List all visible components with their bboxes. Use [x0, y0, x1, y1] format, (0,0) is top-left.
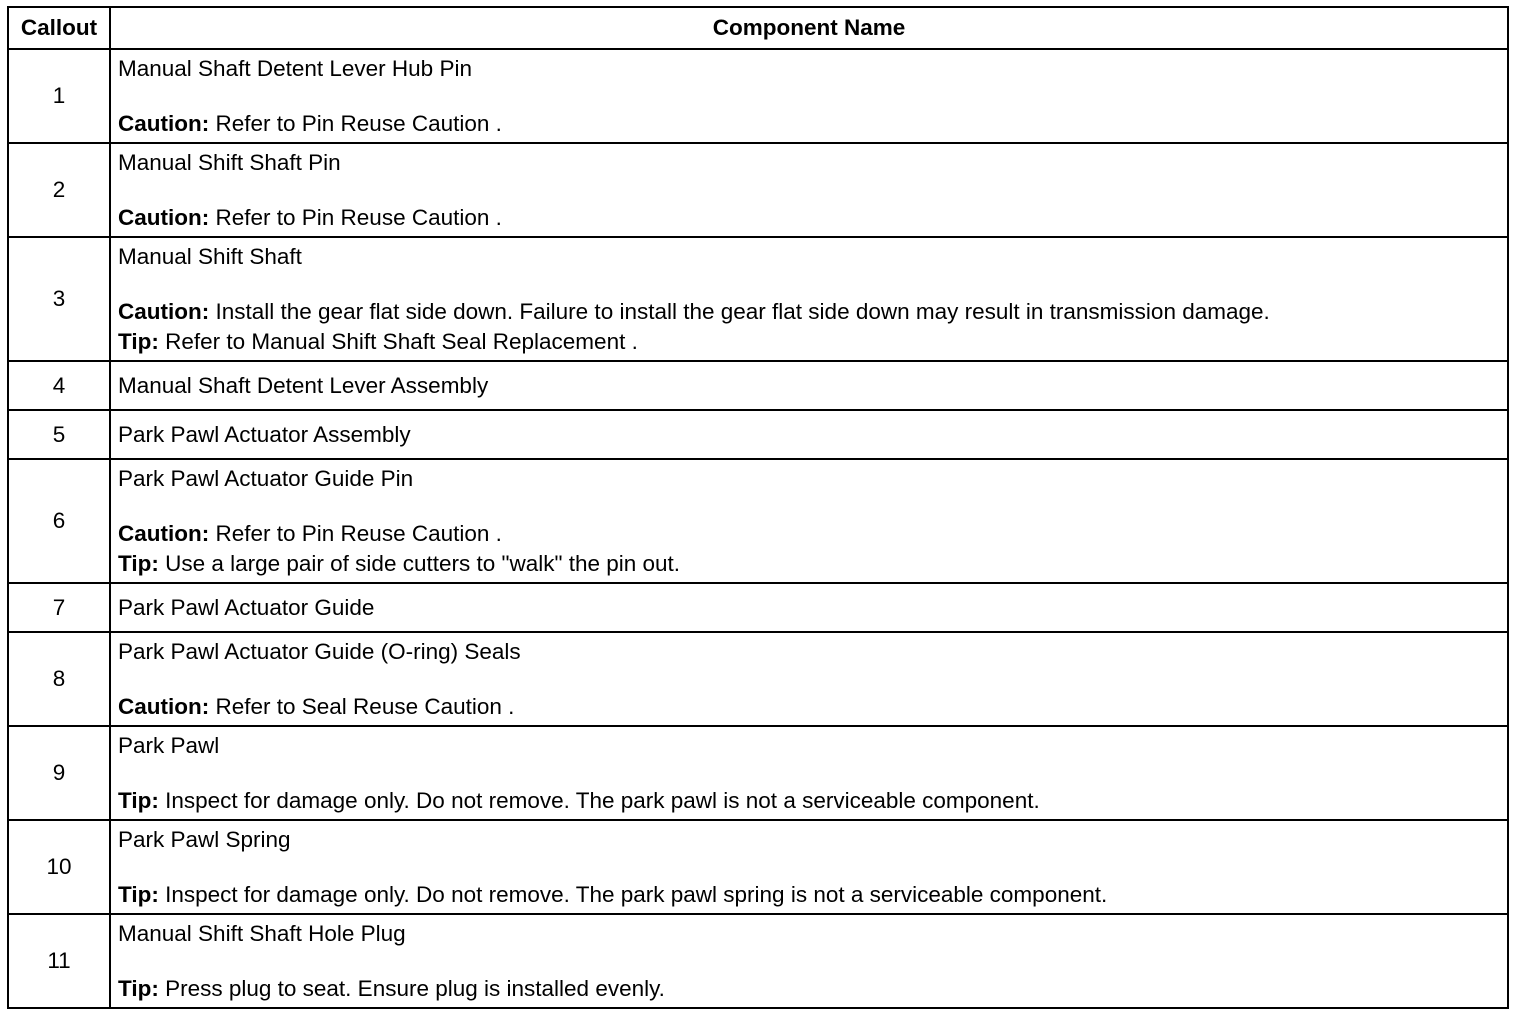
component-note — [118, 974, 1501, 1004]
component-note — [118, 327, 1501, 357]
component-note — [118, 297, 1501, 327]
note-label: Caution: — [118, 521, 210, 546]
table-row — [8, 726, 1508, 820]
table-row — [8, 49, 1508, 143]
callout-number: 7 — [8, 583, 110, 632]
table-row — [8, 632, 1508, 726]
component-note — [118, 109, 1501, 139]
note-text: Refer to Pin Reuse Caution . — [209, 111, 502, 136]
note-label: Caution: — [118, 694, 210, 719]
component-name: Park Pawl Actuator Guide (O-ring) Seals — [118, 639, 521, 664]
component-name: Manual Shift Shaft Pin — [118, 150, 341, 175]
note-text: Press plug to seat. Ensure plug is installed evenly. — [158, 976, 665, 1001]
callout-number: 8 — [8, 632, 110, 726]
note-text: Refer to Pin Reuse Caution . — [209, 521, 502, 546]
table-row — [8, 820, 1508, 914]
component-note — [118, 203, 1501, 233]
component-name: Park Pawl Actuator Assembly — [118, 422, 411, 447]
table-row — [8, 361, 1508, 410]
component-cell — [110, 237, 1508, 361]
table-row — [8, 583, 1508, 632]
callout-table — [7, 6, 1509, 1009]
component-cell — [110, 143, 1508, 237]
note-text: Refer to Manual Shift Shaft Seal Replacement . — [158, 329, 638, 354]
component-name-column-header: Component Name — [110, 7, 1508, 49]
table-row — [8, 143, 1508, 237]
table-row — [8, 914, 1508, 1008]
component-cell — [110, 583, 1508, 632]
callout-number: 4 — [8, 361, 110, 410]
component-name: Manual Shaft Detent Lever Hub Pin — [118, 56, 472, 81]
component-cell — [110, 914, 1508, 1008]
note-text: Refer to Seal Reuse Caution . — [209, 694, 515, 719]
note-label: Tip: — [118, 882, 159, 907]
component-cell — [110, 49, 1508, 143]
component-name: Park Pawl — [118, 733, 220, 758]
component-cell — [110, 361, 1508, 410]
component-name: Park Pawl Spring — [118, 827, 291, 852]
note-text: Inspect for damage only. Do not remove. The park pawl is not a serviceable component. — [158, 788, 1040, 813]
callout-number: 11 — [8, 914, 110, 1008]
component-note — [118, 549, 1501, 579]
component-cell — [110, 726, 1508, 820]
note-text: Install the gear flat side down. Failure to install the gear flat side down may result in transmission damage. — [209, 299, 1270, 324]
note-label: Caution: — [118, 205, 210, 230]
callout-number: 2 — [8, 143, 110, 237]
note-text: Use a large pair of side cutters to "walk" the pin out. — [158, 551, 681, 576]
table-row — [8, 237, 1508, 361]
table-body — [8, 49, 1508, 1008]
note-label: Caution: — [118, 111, 210, 136]
table-row — [8, 459, 1508, 583]
component-note — [118, 786, 1501, 816]
callout-column-header: Callout — [8, 7, 110, 49]
note-text: Inspect for damage only. Do not remove. The park pawl spring is not a serviceable component. — [158, 882, 1108, 907]
note-label: Tip: — [118, 551, 159, 576]
note-label: Tip: — [118, 788, 159, 813]
component-name: Manual Shift Shaft — [118, 244, 302, 269]
callout-number: 3 — [8, 237, 110, 361]
component-name: Manual Shaft Detent Lever Assembly — [118, 373, 489, 398]
note-label: Tip: — [118, 329, 159, 354]
component-cell — [110, 820, 1508, 914]
note-label: Caution: — [118, 299, 210, 324]
note-text: Refer to Pin Reuse Caution . — [209, 205, 502, 230]
callout-number: 10 — [8, 820, 110, 914]
component-cell — [110, 632, 1508, 726]
table-row — [8, 410, 1508, 459]
component-name: Park Pawl Actuator Guide — [118, 595, 375, 620]
component-note — [118, 880, 1501, 910]
component-name: Manual Shift Shaft Hole Plug — [118, 921, 406, 946]
component-name: Park Pawl Actuator Guide Pin — [118, 466, 414, 491]
table-header-row — [8, 7, 1508, 49]
note-label: Tip: — [118, 976, 159, 1001]
callout-number: 1 — [8, 49, 110, 143]
callout-number: 6 — [8, 459, 110, 583]
component-note — [118, 519, 1501, 549]
component-note — [118, 692, 1501, 722]
callout-number: 5 — [8, 410, 110, 459]
component-cell — [110, 410, 1508, 459]
component-cell — [110, 459, 1508, 583]
callout-number: 9 — [8, 726, 110, 820]
